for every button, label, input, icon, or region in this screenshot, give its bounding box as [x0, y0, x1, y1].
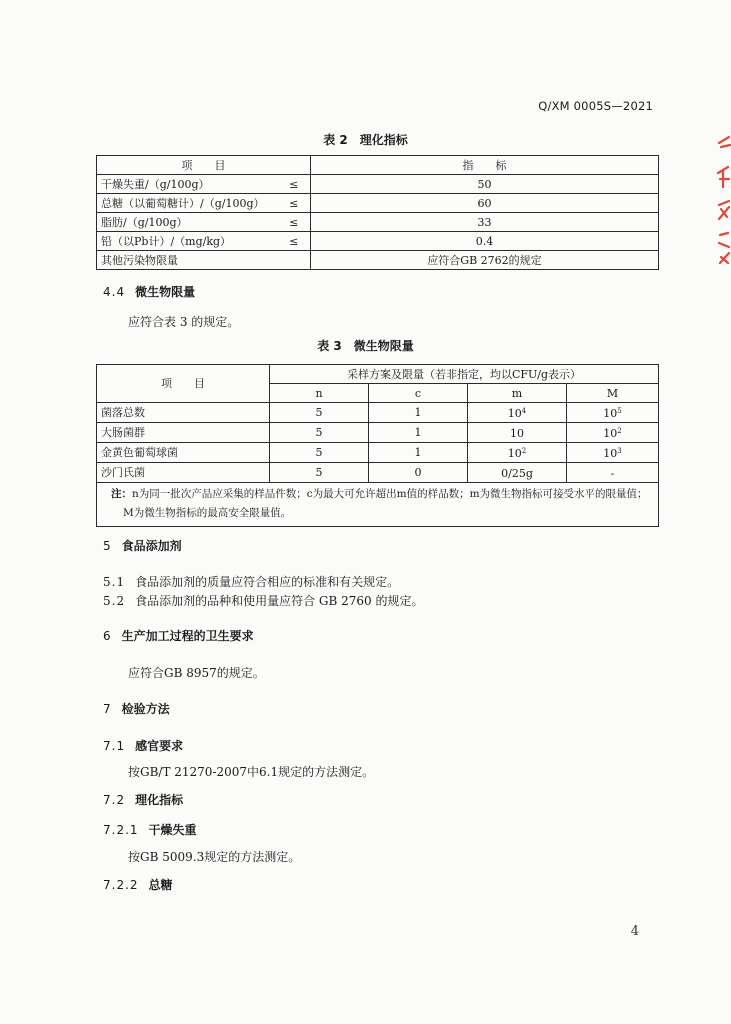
table-physicochemical	[96, 155, 659, 270]
page-number: 4	[630, 924, 639, 939]
section-7-2-heading: 7.2 理化指标	[103, 793, 184, 807]
header-indicator: 指 标	[311, 156, 659, 175]
section-7-1-text: 按GB/T 21270-2007中6.1规定的方法测定。	[128, 765, 375, 779]
table-subheader-row: n c m M	[97, 384, 659, 403]
header-sampling: 采样方案及限量（若非指定，均以CFU/g表示）	[270, 365, 659, 384]
table-row: 脂肪/（g/100g） ≤ 33	[97, 213, 659, 232]
section-7-2-1-heading: 7.2.1 干燥失重	[103, 823, 197, 837]
section-7-1-heading: 7.1 感官要求	[103, 739, 184, 753]
table-row: 总糖（以葡萄糖计）/（g/100g） ≤ 60	[97, 194, 659, 213]
section-4-4-text: 应符合表 3 的规定。	[128, 315, 240, 329]
section-5-2-text: 5.2 食品添加剂的品种和使用量应符合 GB 2760 的规定。	[103, 594, 424, 608]
section-6-heading: 6 生产加工过程的卫生要求	[103, 629, 254, 643]
table-row: 金黄色葡萄球菌 5 1 $10^2$ $10^3$	[97, 443, 659, 463]
section-5-1-text: 5.1 食品添加剂的质量应符合相应的标准和有关规定。	[103, 575, 400, 589]
table-note: 注：n为同一批次产品应采集的样品件数；c为最大可允许超出m值的样品数；m为微生物指标可接受水平的限量值； M为微生物指标的最高安全限量值。	[97, 483, 659, 527]
section-6-text: 应符合GB 8957的规定。	[128, 666, 265, 680]
table2-caption: 表 2 理化指标	[323, 133, 408, 147]
table-microbial	[96, 364, 659, 527]
table-row: 大肠菌群 5 1 10 $10^2$	[97, 423, 659, 443]
section-7-2-2-heading: 7.2.2 总糖	[103, 878, 173, 892]
header-item: 项 目	[97, 156, 311, 175]
table-header-row	[97, 156, 659, 175]
section-4-4-heading: 4.4 微生物限量	[103, 285, 196, 299]
table-row: 铅（以Pb计）/（mg/kg） ≤ 0.4	[97, 232, 659, 251]
table-header-row	[97, 365, 659, 384]
section-5-heading: 5 食品添加剂	[103, 539, 182, 553]
table-row: 菌落总数 5 1 $10^4$ $10^5$	[97, 403, 659, 423]
table-note-row	[97, 483, 659, 527]
seal-stamp-icon	[715, 135, 731, 265]
section-7-2-1-text: 按GB 5009.3规定的方法测定。	[128, 850, 301, 864]
table-row: 其他污染物限量 应符合GB 2762的规定	[97, 251, 659, 270]
table3-caption: 表 3 微生物限量	[317, 339, 414, 353]
section-7-heading: 7 检验方法	[103, 702, 170, 716]
table-row: 干燥失重/（g/100g） ≤ 50	[97, 175, 659, 194]
header-item: 项 目	[97, 365, 270, 403]
table-row: 沙门氏菌 5 0 0/25g -	[97, 463, 659, 483]
document-number: Q/XM 0005S—2021	[538, 99, 653, 113]
